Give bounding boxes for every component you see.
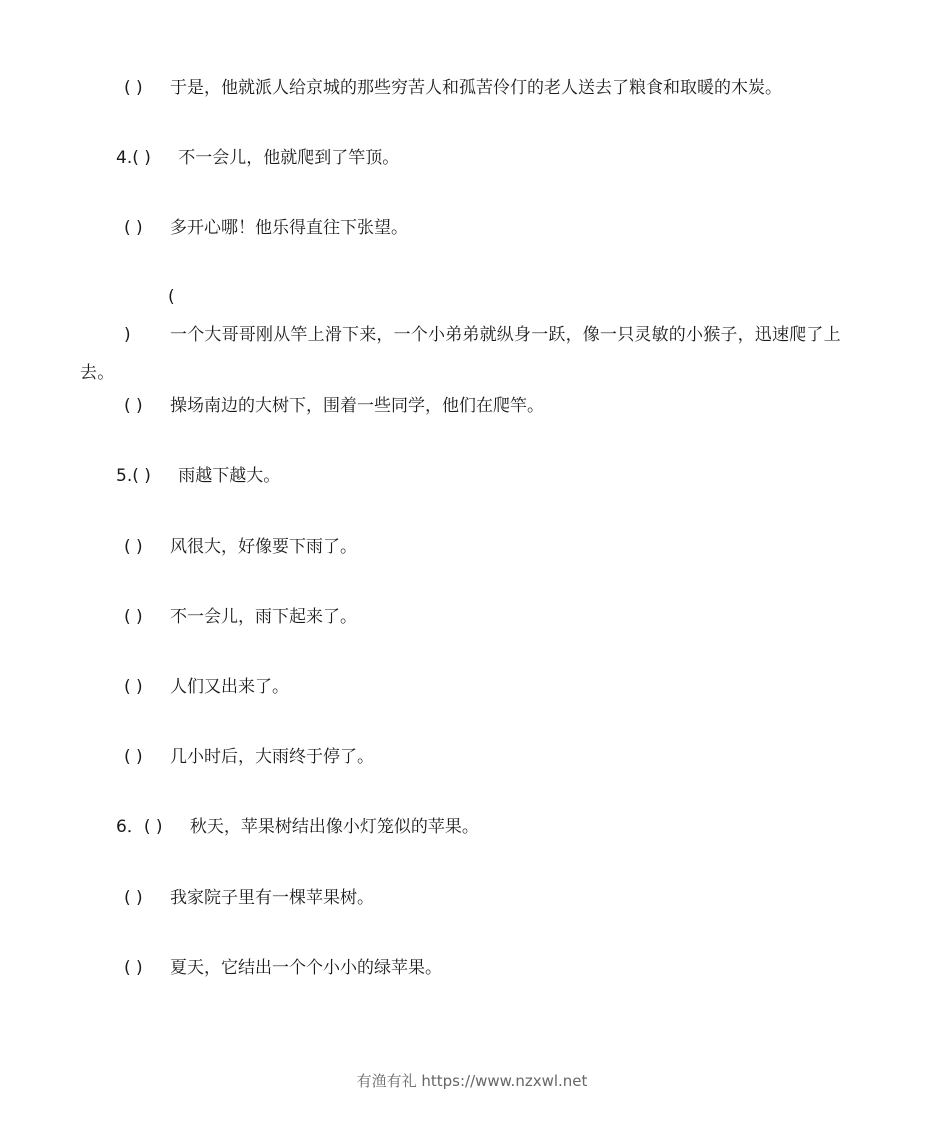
answer-blank[interactable]: ( ) <box>132 148 151 168</box>
sentence-item <box>124 956 442 980</box>
answer-blank[interactable]: ( ) <box>132 466 151 486</box>
sentence-text: 秋天，苹果树结出像小灯笼似的苹果。 <box>189 817 479 837</box>
answer-blank[interactable]: ( ) <box>124 396 143 416</box>
answer-blank[interactable]: ( ) <box>124 287 175 345</box>
sentence-item <box>116 464 280 488</box>
sentence-text: 雨越下越大。 <box>178 466 281 486</box>
question-number: 4. <box>116 148 133 168</box>
sentence-text: 不一会儿，他就爬到了竿顶。 <box>178 148 400 168</box>
answer-blank[interactable]: ( ) <box>124 78 143 98</box>
sentence-item <box>124 605 357 629</box>
sentence-text: 一个大哥哥刚从竿上滑下来，一个小弟弟就纵身一跃，像一只灵敏的小猴子，迅速爬了上去。 <box>80 325 841 383</box>
sentence-text: 风很大，好像要下雨了。 <box>170 537 357 557</box>
question-number: 5. <box>116 466 133 486</box>
sentence-text: 于是，他就派人给京城的那些穷苦人和孤苦伶仃的老人送去了粮食和取暖的木炭。 <box>170 78 782 98</box>
sentence-item <box>124 745 374 769</box>
sentence-item <box>124 675 289 699</box>
answer-blank[interactable]: ( ) <box>124 218 143 238</box>
answer-blank[interactable]: ( ) <box>124 888 143 908</box>
answer-blank[interactable]: ( ) <box>124 537 143 557</box>
answer-blank[interactable]: ( ) <box>124 747 143 767</box>
sentence-text: 多开心哪！他乐得直往下张望。 <box>170 218 408 238</box>
sentence-text: 操场南边的大树下，围着一些同学，他们在爬竿。 <box>170 396 544 416</box>
sentence-text: 几小时后，大雨终于停了。 <box>170 747 374 767</box>
sentence-item <box>116 146 399 170</box>
sentence-item <box>124 394 544 418</box>
sentence-item <box>80 278 870 392</box>
sentence-text: 我家院子里有一棵苹果树。 <box>170 888 374 908</box>
page-footer[interactable]: 有渔有礼 https://www.nzxwl.net <box>356 1072 588 1090</box>
sentence-text: 不一会儿，雨下起来了。 <box>170 607 357 627</box>
sentence-item <box>124 216 408 240</box>
answer-blank[interactable]: ( ) <box>124 958 143 978</box>
answer-blank[interactable]: ( ) <box>124 607 143 627</box>
sentence-text: 夏天，它结出一个个小小的绿苹果。 <box>170 958 442 978</box>
sentence-item <box>124 76 782 100</box>
question-number: 6． <box>116 817 144 837</box>
answer-blank[interactable]: ( ) <box>143 817 163 837</box>
sentence-item <box>116 815 479 839</box>
sentence-text: 人们又出来了。 <box>170 677 289 697</box>
sentence-item <box>124 886 374 910</box>
answer-blank[interactable]: ( ) <box>124 677 143 697</box>
sentence-item <box>124 535 357 559</box>
